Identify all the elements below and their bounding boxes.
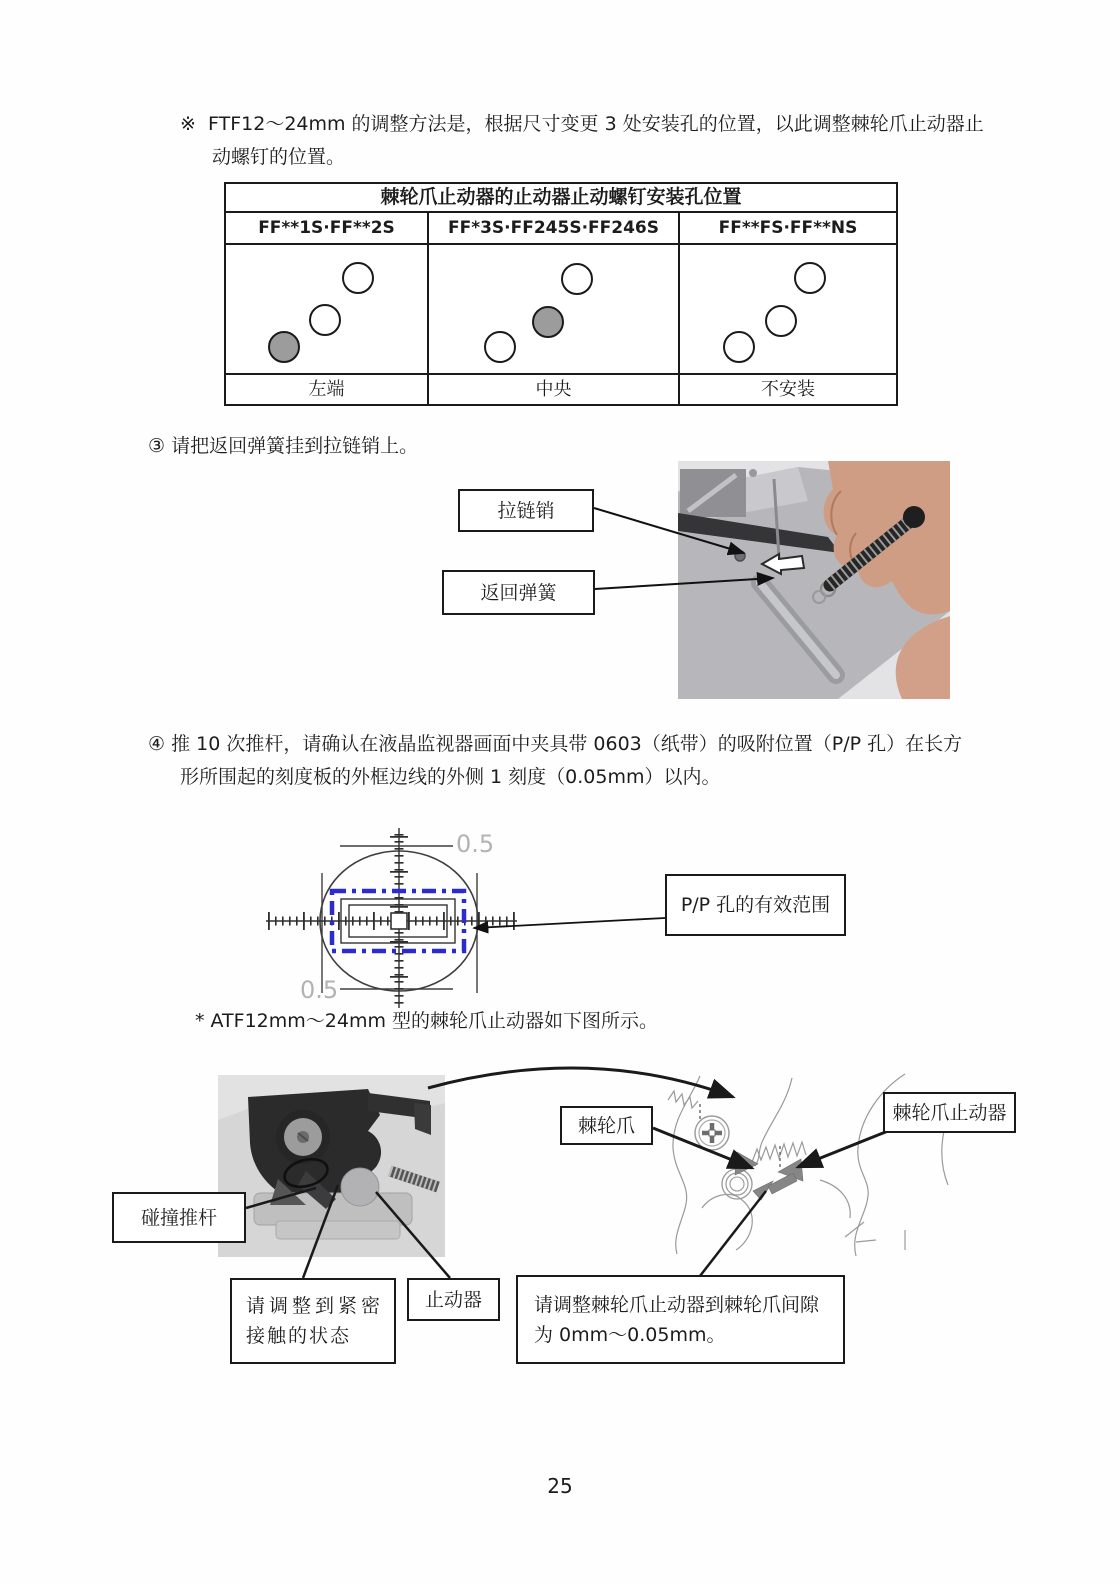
pp-valid-range-box: [332, 891, 464, 951]
tight-contact-line1: 请调整到紧密: [246, 1295, 385, 1317]
callout-zipper-pin: [458, 489, 594, 532]
position-label-center: 中央: [427, 375, 678, 404]
hole-circle: [484, 331, 516, 363]
hole-diagram-not-installed: [678, 245, 896, 373]
spring-photo-art: [678, 461, 950, 699]
mechanism-photo: [218, 1075, 445, 1257]
table-title: 棘轮爪止动器的止动器止动螺钉安装孔位置: [380, 186, 742, 208]
hole-position-table: [224, 182, 898, 406]
hole-circle-filled: [532, 306, 564, 338]
callout-gap-adjust: [516, 1275, 845, 1364]
hole-circle: [794, 262, 826, 294]
table-label-row: [226, 373, 896, 404]
hole-circle: [765, 305, 797, 337]
table-header-col1: FF**1S·FF**2S: [258, 218, 395, 238]
note-atf: * ATF12mm～24mm 型的棘轮爪止动器如下图所示。: [195, 1010, 659, 1032]
position-label-left: 左端: [308, 379, 345, 400]
table-header-col2: FF*3S·FF245S·FF246S: [427, 213, 678, 243]
step4-marker: ④: [148, 733, 166, 755]
callout-tight-contact: [230, 1278, 396, 1364]
note-line2: 动螺钉的位置。: [212, 146, 346, 168]
position-label-none: 不安装: [678, 375, 896, 404]
tight-contact-line2: 接触的状态: [246, 1325, 352, 1347]
hole-diagram-left-end: [226, 245, 427, 373]
mechanism-photo-art: [218, 1075, 445, 1257]
callout-pp-range: [665, 874, 846, 936]
callout-stopper: [407, 1278, 500, 1321]
zipper-pin-label: 拉链销: [497, 499, 555, 522]
callout-push-rod: [112, 1192, 246, 1243]
scale-value-top: 0.5: [456, 830, 495, 858]
hole-circle: [723, 331, 755, 363]
hole-circle: [342, 262, 374, 294]
note-marker: ※: [180, 113, 196, 135]
reticle-circle: [320, 851, 478, 991]
hole-circle: [309, 304, 341, 336]
table-header-col3: FF**FS·FF**NS: [678, 213, 896, 243]
return-spring-label: 返回弹簧: [480, 581, 557, 604]
page-number: 25: [547, 1474, 573, 1498]
pp-range-label: P/P 孔的有效范围: [680, 894, 831, 916]
step3-marker: ③: [148, 435, 166, 457]
stopper-label: 止动器: [424, 1288, 482, 1311]
table-header-row: [226, 211, 896, 243]
gap-adjust-line2: 为 0mm～0.05mm。: [534, 1323, 726, 1346]
ratchet-pawl-label: 棘轮爪: [577, 1114, 635, 1137]
note-line1: FTF12～24mm 的调整方法是，根据尺寸变更 3 处安装孔的位置，以此调整棘轮爪止动器止: [208, 113, 984, 135]
step4-text: [148, 728, 962, 761]
ratchet-pawl-stopper-label: 棘轮爪止动器: [892, 1101, 1007, 1124]
spring-photo: [678, 461, 950, 699]
gap-adjust-line1: 请调整棘轮爪止动器到棘轮爪间隙: [534, 1293, 820, 1316]
callout-return-spring: [442, 570, 595, 615]
callout-ratchet-pawl: [560, 1106, 653, 1145]
hole-circle-filled: [268, 331, 300, 363]
step3-sentence: 请把返回弹簧挂到拉链销上。: [171, 435, 419, 457]
step3-text: [148, 430, 418, 463]
table-diagram-row: [226, 243, 896, 373]
step4-line1: 推 10 次推杆，请确认在液晶监视器画面中夹具带 0603（纸带）的吸附位置（P/P 孔）在长方: [171, 733, 963, 755]
note-adjustment: [180, 108, 984, 141]
gap-arrows: [735, 1152, 803, 1200]
push-rod-label: 碰撞推杆: [140, 1206, 217, 1229]
hole-diagram-center: [427, 245, 678, 373]
callout-ratchet-pawl-stopper: [883, 1092, 1016, 1133]
hole-circle: [561, 263, 593, 295]
step4-line2: 形所围起的刻度板的外框边线的外侧 1 刻度（0.05mm）以内。: [180, 766, 721, 788]
scale-value-bottom: 0.5: [300, 976, 339, 1004]
